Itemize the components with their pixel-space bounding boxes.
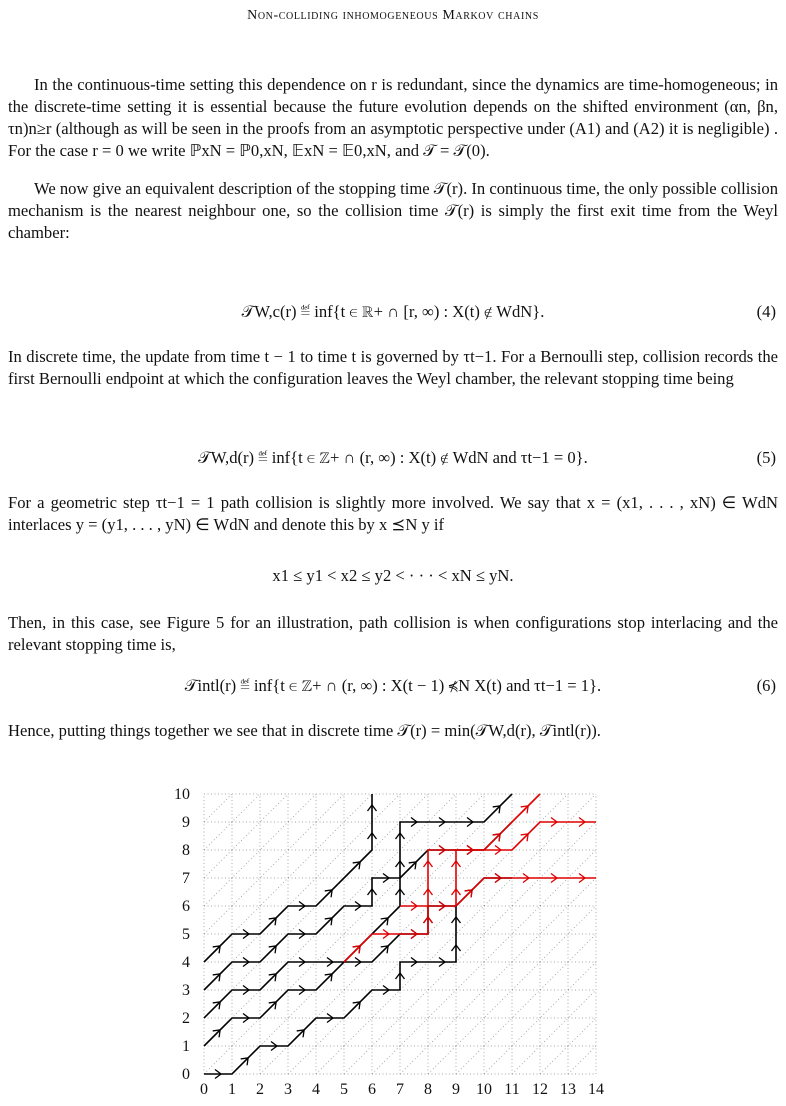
x-tick-label: 4 [312, 1081, 320, 1098]
x-tick-label: 5 [340, 1081, 348, 1098]
grid-diagonal [204, 794, 344, 934]
grid-diagonal [344, 822, 596, 1074]
y-tick-label: 1 [182, 1038, 190, 1055]
y-tick-label: 7 [182, 870, 190, 887]
equation-4-number: (4) [756, 302, 776, 321]
y-tick-label: 2 [182, 1010, 190, 1027]
x-tick-label: 14 [588, 1081, 604, 1098]
paragraph-1: In the continuous-time setting this dependence on r is redundant, since the dynamics are time-homogeneous; in the discrete-time setting it is essential because the future evolution depends on the shifted environment (αn, βn, τn)n≥r (although as will be seen in the proofs from an asymptotic perspective under (A1) and (A2) it is negligible) . For the case r = 0 we write ℙxN = ℙ0,xN, 𝔼xN = 𝔼0,xN, and 𝒯 = 𝒯(0). [8, 75, 778, 160]
paragraph-4: For a geometric step τt−1 = 1 path collision is slightly more involved. We say that x = (x1, . . . , xN) ∈ WdN interlaces y = (y1, . . . , yN) ∈ WdN and denote this by x ⪯N y if [8, 493, 778, 534]
tick-labels [174, 786, 604, 1098]
running-title: Non-colliding inhomogeneous Markov chains [247, 8, 539, 23]
y-tick-label: 5 [182, 926, 190, 943]
red-path-2 [400, 878, 596, 906]
x-tick-label: 0 [200, 1081, 208, 1098]
paragraph-2: We now give an equivalent description of the stopping time 𝒯(r). In continuous time, the only possible collision mechanism is the nearest neighbour one, so the collision time 𝒯(r) is simply the first exit time from the Weyl chamber: [8, 179, 778, 242]
x-tick-label: 9 [452, 1081, 460, 1098]
x-tick-label: 6 [368, 1081, 376, 1098]
grid-diagonal [456, 934, 596, 1074]
grid-diagonal [512, 990, 596, 1074]
equation-5-body: 𝒯W,d(r) ≝ inf{t ∈ ℤ+ ∩ (r, ∞) : X(t) ∉ WdN and τt−1 = 0}. [198, 448, 588, 467]
y-tick-label: 0 [182, 1066, 190, 1083]
grid-diagonal [568, 1046, 596, 1074]
y-tick-label: 4 [182, 954, 190, 971]
equation-4 [0, 300, 786, 328]
paragraph-6: Hence, putting things together we see that in discrete time 𝒯(r) = min(𝒯W,d(r), 𝒯intl(r)). [8, 721, 601, 740]
figure-5-lattice-paths [150, 762, 630, 1102]
lattice-paths-diagram [150, 762, 630, 1102]
y-tick-label: 3 [182, 982, 190, 999]
arrow-layer [213, 805, 585, 1079]
equation-5-number: (5) [756, 448, 776, 467]
x-tick-label: 12 [532, 1081, 548, 1098]
grid-diagonal [204, 794, 232, 822]
equation-6-number: (6) [756, 676, 776, 695]
x-tick-label: 1 [228, 1081, 236, 1098]
y-tick-label: 9 [182, 814, 190, 831]
y-tick-label: 8 [182, 842, 190, 859]
equation-5 [0, 446, 786, 474]
equation-6-body: 𝒯intl(r) ≝ inf{t ∈ ℤ+ ∩ (r, ∞) : X(t − 1) ⋠N X(t) and τt−1 = 1}. [184, 676, 602, 695]
interlacing-inequality-body: x1 ≤ y1 < x2 ≤ y2 < · · · < xN ≤ yN. [272, 566, 514, 585]
equation-4-body: 𝒯W,c(r) ≝ inf{t ∈ ℝ+ ∩ [r, ∞) : X(t) ∉ WdN}. [241, 302, 545, 321]
grid-diagonal [204, 794, 400, 990]
x-tick-label: 8 [424, 1081, 432, 1098]
x-tick-label: 2 [256, 1081, 264, 1098]
x-tick-label: 7 [396, 1081, 404, 1098]
paragraph-5: Then, in this case, see Figure 5 for an illustration, path collision is when configurations stop interlacing and the relevant stopping time is, [8, 613, 778, 654]
y-tick-label: 6 [182, 898, 190, 915]
x-tick-label: 3 [284, 1081, 292, 1098]
y-tick-label: 10 [174, 786, 190, 803]
x-tick-label: 11 [504, 1081, 520, 1098]
interlacing-inequality [0, 564, 786, 592]
grid-diagonal [400, 878, 596, 1074]
grid-diagonal [204, 794, 288, 878]
equation-6 [0, 674, 786, 702]
paragraph-3: In discrete time, the update from time t − 1 to time t is governed by τt−1. For a Bernoulli step, collision records the first Bernoulli endpoint at which the configuration leaves the Weyl chamber, the relevant stopping time being [8, 347, 778, 388]
x-tick-label: 13 [560, 1081, 576, 1098]
x-tick-label: 10 [476, 1081, 492, 1098]
